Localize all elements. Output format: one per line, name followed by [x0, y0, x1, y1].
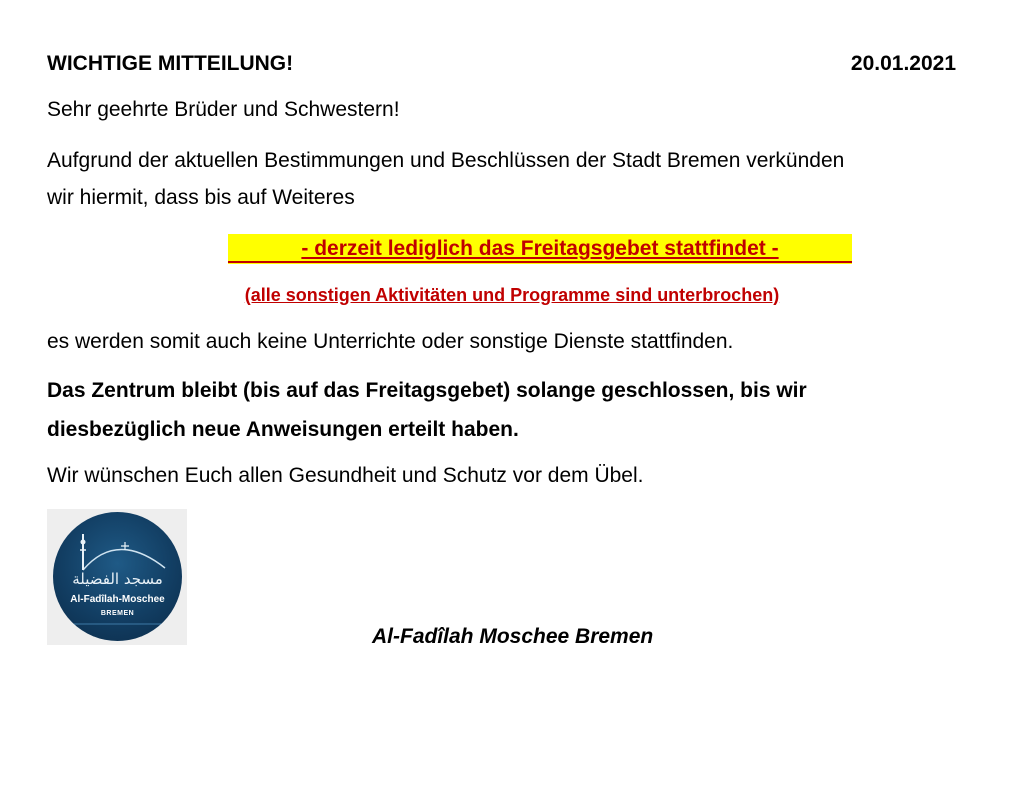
activities-note: (alle sonstigen Aktivitäten und Programme sind unterbrochen) — [244, 285, 780, 305]
notice-date: 20.01.2021 — [850, 52, 956, 75]
paragraph4: Wir wünschen Euch allen Gesundheit und Schutz vor dem Übel. — [47, 464, 644, 487]
highlight-banner — [228, 234, 852, 264]
greeting: Sehr geehrte Brüder und Schwestern! — [47, 98, 400, 121]
logo-city: BREMEN — [100, 610, 135, 617]
highlight-text: - derzeit lediglich das Freitagsgebet stattfindet - — [301, 237, 779, 260]
paragraph1-line2: wir hiermit, dass bis auf Weiteres — [47, 186, 355, 209]
paragraph3-line1: Das Zentrum bleibt (bis auf das Freitagsgebet) solange geschlossen, bis wir — [47, 379, 807, 402]
mosque-logo — [47, 509, 187, 645]
signature: Al-Fadîlah Moschee Bremen — [372, 625, 654, 648]
logo-name: Al-Fadîlah-Moschee — [70, 594, 165, 605]
logo-arabic-text: مسجد الفضيلة — [72, 570, 163, 588]
paragraph1-line1: Aufgrund der aktuellen Bestimmungen und Beschlüssen der Stadt Bremen verkünden — [47, 149, 845, 172]
paragraph3-line2: diesbezüglich neue Anweisungen erteilt haben. — [47, 418, 519, 441]
notice-heading: WICHTIGE MITTEILUNG! — [47, 52, 294, 75]
highlight-underline — [228, 261, 852, 263]
logo-circle — [53, 512, 182, 641]
paragraph2: es werden somit auch keine Unterrichte oder sonstige Dienste stattfinden. — [47, 330, 734, 353]
